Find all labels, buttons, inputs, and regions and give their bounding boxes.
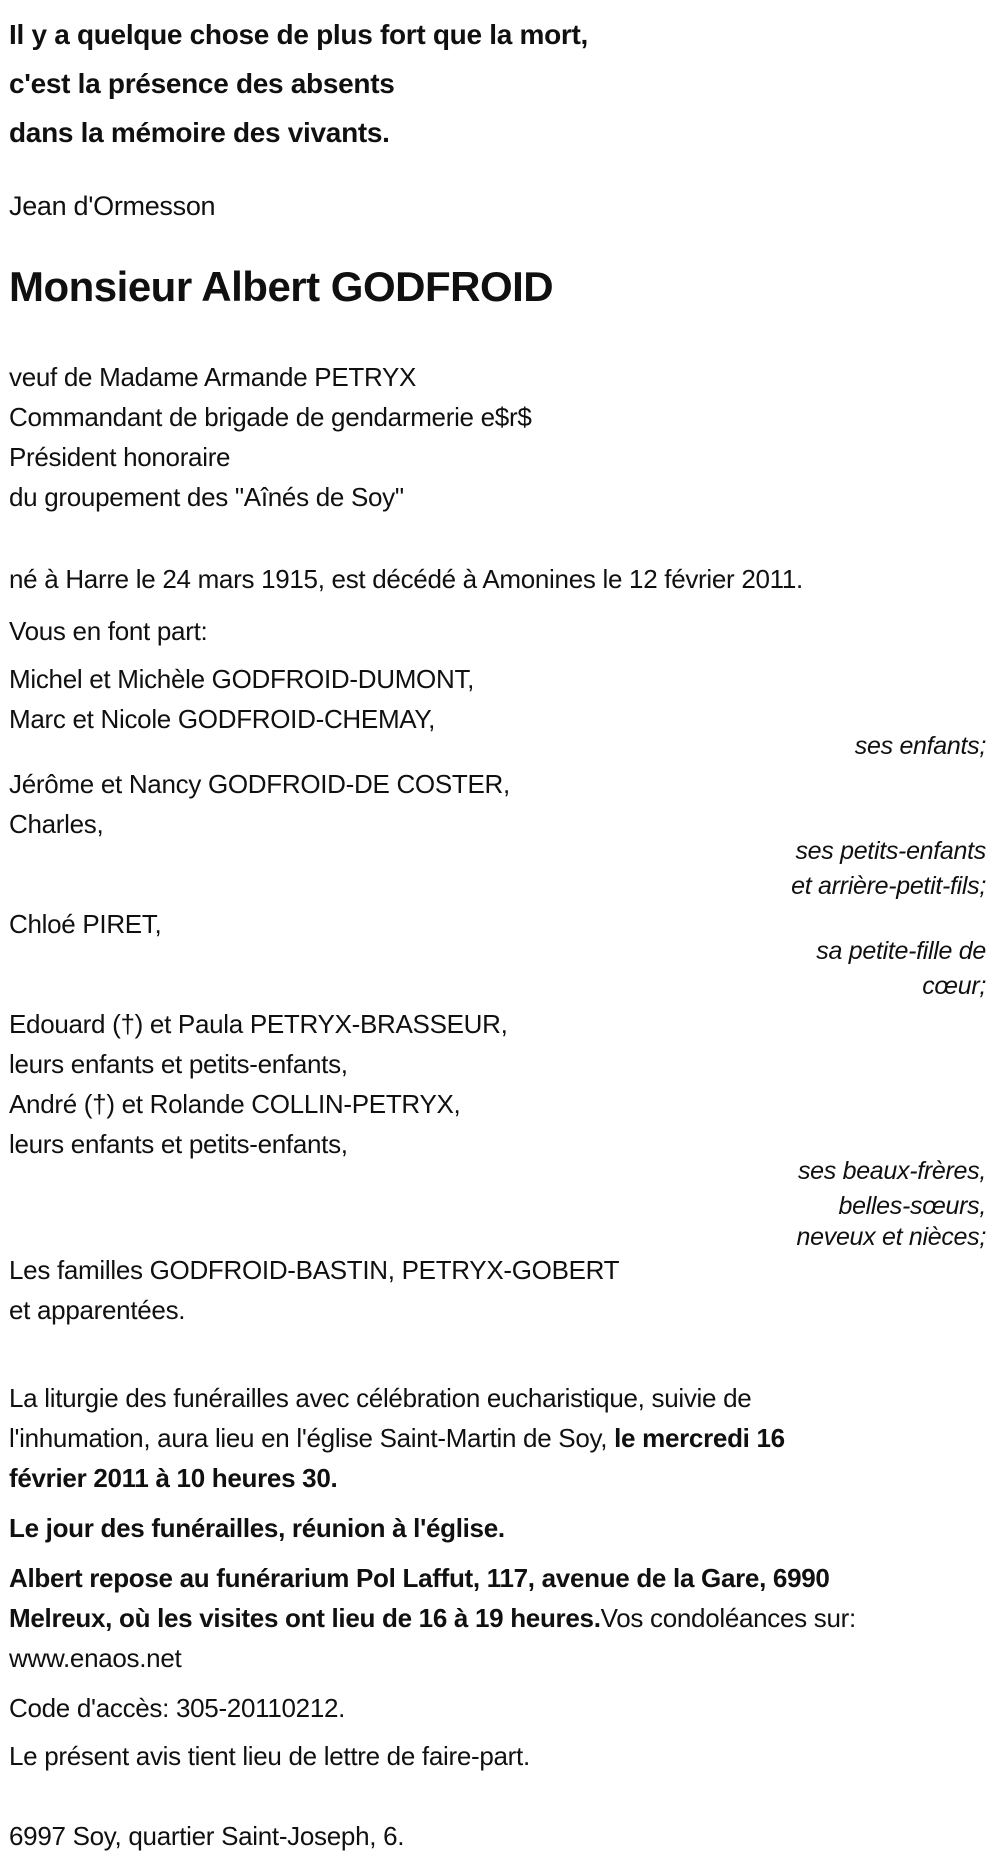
family-relation-line: belles-sœurs, [838, 1192, 986, 1220]
deceased-details [9, 357, 986, 517]
family-names [9, 659, 986, 739]
family-name-line: André (†) et Rolande COLLIN-PETRYX, [9, 1089, 461, 1119]
family-name-line: leurs enfants et petits-enfants, [9, 1129, 348, 1159]
family-relations [9, 834, 986, 904]
family-name-line: Marc et Nicole GODFROID-CHEMAY, [9, 704, 436, 734]
family-relation-line: neveux et nièces; [796, 1223, 986, 1251]
repose-line-1: Albert repose au funérarium Pol Laffut, 117, avenue de la Gare, 6990 [9, 1563, 830, 1593]
quote-line-1: Il y a quelque chose de plus fort que la mort, [9, 19, 588, 50]
family-entry-in-laws [9, 1004, 986, 1250]
family-relation-line: cœur; [922, 972, 986, 1000]
family-name-line: Chloé PIRET, [9, 909, 162, 939]
family-name-line: leurs enfants et petits-enfants, [9, 1049, 348, 1079]
deceased-detail-rank: Commandant de brigade de gendarmerie e$r$ [9, 402, 532, 432]
liturgy-line-2 [9, 1418, 986, 1458]
family-relations [9, 934, 986, 1004]
opening-quote [9, 10, 986, 157]
family-relation-line: ses petits-enfants [795, 837, 986, 865]
repose-line-2-bold: Melreux, où les visites ont lieu de 16 à 19 heures. [9, 1603, 601, 1633]
quote-author: Jean d'Ormesson [9, 191, 216, 221]
quote-line-2: c'est la présence des absents [9, 68, 395, 99]
family-relation-line: ses enfants; [854, 732, 986, 760]
family-name-line: Les familles GODFROID-BASTIN, PETRYX-GOBERT [9, 1255, 620, 1285]
family-name-line: Jérôme et Nancy GODFROID-DE COSTER, [9, 769, 510, 799]
family-relations [9, 1154, 986, 1250]
liturgy-line-2-bold: le mercredi 16 [614, 1423, 785, 1453]
family-names [9, 1004, 986, 1164]
family-names [9, 1250, 986, 1330]
quote-line-3: dans la mémoire des vivants. [9, 117, 390, 148]
family-relation-line: sa petite-fille de [816, 937, 986, 965]
liturgy-line-3: février 2011 à 10 heures 30. [9, 1463, 338, 1493]
family-relation-line: et arrière-petit-fils; [791, 872, 986, 900]
announcement-intro: Vous en font part: [9, 616, 208, 646]
access-code-line: Code d'accès: 305-20110212. [9, 1693, 346, 1723]
family-name-line: et apparentées. [9, 1295, 186, 1325]
family-name-line: Michel et Michèle GODFROID-DUMONT, [9, 664, 475, 694]
legal-notice-line: Le présent avis tient lieu de lettre de faire-part. [9, 1741, 530, 1771]
family-names [9, 764, 986, 844]
deceased-detail-group: du groupement des "Aînés de Soy" [9, 482, 404, 512]
family-name-line: Charles, [9, 809, 104, 839]
life-dates-line: né à Harre le 24 mars 1915, est décédé à Amonines le 12 février 2011. [9, 564, 803, 594]
deceased-detail-president: Président honoraire [9, 442, 231, 472]
family-entry-granddaughter [9, 904, 986, 1004]
funeral-repose-paragraph [9, 1558, 986, 1678]
family-entry-children [9, 659, 986, 764]
family-relation-line: ses beaux-frères, [797, 1157, 986, 1185]
family-entry-grandchildren [9, 764, 986, 904]
family-name-line: Edouard (†) et Paula PETRYX-BRASSEUR, [9, 1009, 508, 1039]
repose-line-2 [9, 1598, 986, 1638]
website-text: www.enaos.net [9, 1643, 182, 1673]
address-line: 6997 Soy, quartier Saint-Joseph, 6. [9, 1821, 405, 1851]
family-list [9, 659, 986, 1330]
liturgy-line-1: La liturgie des funérailles avec célébration eucharistique, suivie de [9, 1383, 752, 1413]
funeral-reunion-line: Le jour des funérailles, réunion à l'église. [9, 1513, 505, 1543]
funeral-liturgy-paragraph [9, 1378, 986, 1498]
family-entry-extended-families [9, 1250, 986, 1330]
deceased-detail-widower: veuf de Madame Armande PETRYX [9, 362, 417, 392]
deceased-name-title: Monsieur Albert GODFROID [9, 263, 554, 310]
liturgy-line-2-regular: l'inhumation, aura lieu en l'église Saint-Martin de Soy, [9, 1423, 615, 1453]
repose-line-2-regular: Vos condoléances sur: [600, 1603, 856, 1633]
